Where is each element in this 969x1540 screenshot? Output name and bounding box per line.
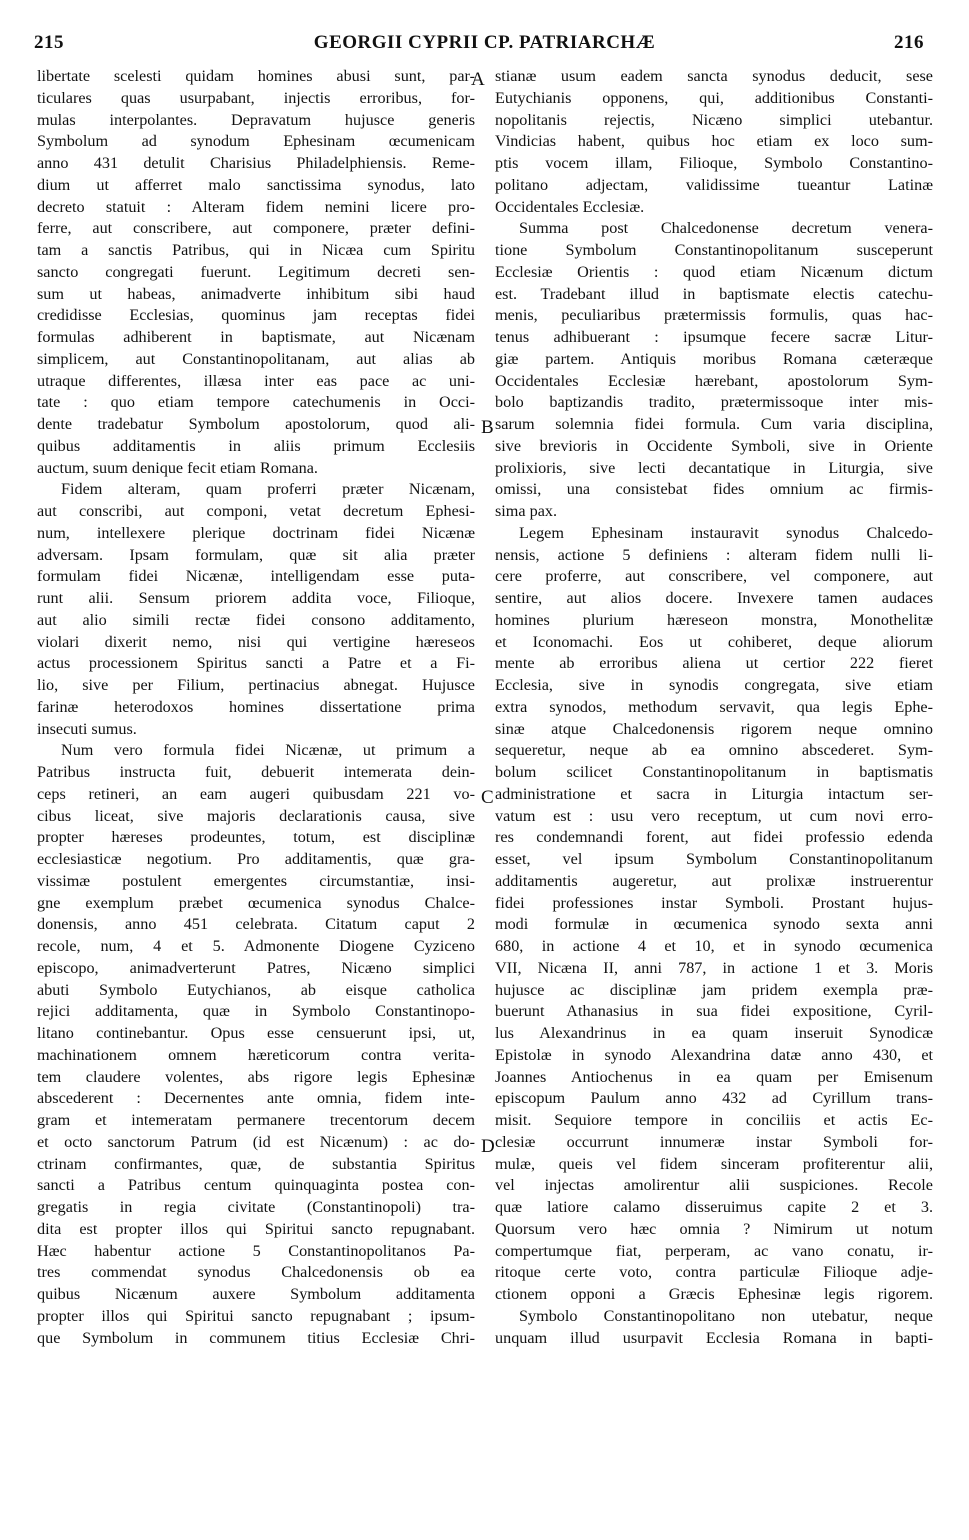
text-line: tam a sanctis Patribus, qui in Nicæa cum Spiritu <box>37 241 475 259</box>
text-line: ecclesiasticæ negotium. Pro additamentis, quæ gra- <box>37 850 475 868</box>
text-line: recole, num, 4 et 5. Admonente Diogene Cyziceno <box>37 937 475 955</box>
text-line: clesiæ occurrunt innumeræ instar Symboli for- <box>495 1132 933 1151</box>
text-line: que Symbolum in communem titius Ecclesiæ Chri- <box>37 1328 475 1347</box>
page-number-left: 215 <box>34 32 64 53</box>
text-line: 680, in actione 4 et 10, et in synodo œcumenica <box>495 937 933 955</box>
text-line: Legem Ephesinam instauravit synodus Chalcedo- <box>519 523 933 542</box>
text-line: adversam. Ipsam formulam, quæ sit alia præter <box>37 545 475 564</box>
text-line: res condemnandi forent, aut fidei professio edenda <box>495 828 933 847</box>
text-line: sum ut habeas, animadverte inhibitum sibi haud <box>37 284 475 303</box>
margin-marker-b: B <box>481 417 494 438</box>
text-line: politano adjectam, validissime tueantur Latinæ <box>495 175 933 194</box>
text-line: credidisse Ecclesias, quominus jam receptas fidei <box>37 306 475 325</box>
text-line: propter illos qui Spiritui sancto repugnabant ; ipsum- <box>37 1306 475 1325</box>
text-line: tres commendat synodus Chalcedonensis ob ea <box>37 1263 475 1282</box>
text-line: sinæ atque Chalcedonensis rigorem neque omnino <box>495 719 933 738</box>
text-line: unquam illud usurpavit Ecclesia Romana in bapti- <box>495 1328 933 1347</box>
text-line: Ecclesiæ Orientis : quod etiam Nicænum dictum <box>495 262 933 281</box>
text-line: mente ab erroribus aliena ut certior 222 fieret <box>495 654 933 673</box>
text-line: gram et intemeratam permanere trecentorum decem <box>37 1111 475 1129</box>
text-line: dita est propter illos qui Spiritui sancto repugnabant. <box>37 1219 475 1238</box>
text-line: sequeretur, neque ab ea omnino abscederet. Sym- <box>495 741 933 760</box>
text-line: donensis, anno 451 celebrata. Citatum caput 2 <box>37 915 475 934</box>
text-line: sancti a Patribus centum quinquaginta postea con- <box>37 1176 475 1195</box>
text-line: tione Symbolum Constantinopolitanum susceperunt <box>495 241 933 259</box>
text-line: Occidentales Ecclesiæ hærebant, apostolorum Sym- <box>495 371 933 390</box>
text-line: mulas interpolantes. Depravatum hujusce generis <box>37 110 475 129</box>
text-line: quibus additamentis in aliis primum Ecclesiis <box>37 436 475 455</box>
text-line: Symbolo Constantinopolitano non utebatur, neque <box>519 1306 933 1325</box>
text-line: menis, peculiaribus prætermissis formulis, quas hac- <box>495 306 933 325</box>
text-line: nensis, actione 5 definiens : alteram fidem nulli li- <box>495 545 933 564</box>
text-line: Hæc habentur actione 5 Constantinopolitanos Pa- <box>37 1241 475 1260</box>
text-line: nopolitanis rejectis, Nicæno simplici utebantur. <box>495 110 933 129</box>
text-line: mulæ, queis vel fidem sinceram profiterentur alii, <box>495 1154 933 1173</box>
text-line: prolixioris, sive lecti decantatique in Liturgia, sive <box>495 458 933 477</box>
text-line: aut alio simili rectæ fidei consono additamento, <box>37 610 475 629</box>
text-line: actus processionem Spiritus sancti a Patre et a Fi- <box>37 654 475 673</box>
text-line: et octo sanctorum Patrum (id est Nicænum) : ac do- <box>37 1132 475 1151</box>
running-title: GEORGII CYPRII CP. PATRIARCHÆ <box>313 32 656 53</box>
text-line: esset, vel ipsum Symbolum Constantinopolitanum <box>495 850 933 868</box>
text-line: formulas adhiberent in baptismate, aut Nicænam <box>37 328 475 346</box>
text-line: ctionem opponi a Græcis Ephesinæ legis rigorem. <box>495 1285 933 1303</box>
text-line: dium ut afferret malo sanctissima synodus, lato <box>37 175 475 194</box>
text-line: machinationem omnem hæreticorum contra verita- <box>37 1045 475 1064</box>
text-line: sive brevioris in Occidente Symboli, sive in Oriente <box>495 436 933 455</box>
text-line: ptis vocem illam, Filioque, Symbolo Constantino- <box>495 154 933 172</box>
text-line: episcopo, animadverterunt Patres, Nicæno simplici <box>37 958 475 977</box>
text-line: auctum, suum denique fecit etiam Romana. <box>37 458 318 477</box>
text-line: quæ latiore calamo disseruimus capite 2 et 3. <box>495 1198 933 1216</box>
left-column <box>37 66 475 1349</box>
text-line: insecuti sumus. <box>37 719 137 738</box>
text-line: hujusce ac disciplinæ jam pridem exempla præ- <box>495 980 933 999</box>
text-line: libertate scelesti quidam homines abusi sunt, par- <box>37 67 475 85</box>
text-line: rejici additamenta, quæ in Symbolo Constantinopo- <box>37 1002 475 1021</box>
text-line: Summa post Chalcedonense decretum venera- <box>519 219 933 238</box>
text-line: modi formulæ in œcumenica synodo sexta anni <box>495 915 933 934</box>
margin-marker-d: D <box>481 1136 495 1157</box>
text-line: utraque differentes, illæsa inter eas pace ac uni- <box>37 371 475 390</box>
text-line: runt alii. Sensum priorem addita voce, Filioque, <box>37 589 475 607</box>
text-line: simplicem, aut Constantinopolitanam, aut alias ab <box>37 349 475 368</box>
text-line: fidei professiones instar Symboli. Prostant hujus- <box>495 893 933 912</box>
text-line: cere proferre, aut conscribere, vel componere, aut <box>495 567 933 586</box>
text-line: omissi, una consistebat fides omnium ac firmis- <box>495 480 933 499</box>
text-line: misit. Sequiore tempore in conciliis et actis Ec- <box>495 1111 933 1129</box>
text-line: violari dixerit nemo, nisi qui vertigine hæreseos <box>37 632 475 651</box>
text-line: gregatis in regia civitate (Constantinopoli) tra- <box>37 1198 475 1216</box>
text-line: propter hæreses prodeuntes, totum, est disciplinæ <box>37 828 475 847</box>
text-line: giæ partem. Antiquis moribus Romana cæteræque <box>495 349 933 368</box>
text-line: vel injectas amolirentur alii suspiciones. Recole <box>495 1176 933 1195</box>
text-line: litano continebantur. Opus esse censuerunt ipsi, ut, <box>37 1024 475 1042</box>
text-line: Occidentales Ecclesiæ. <box>495 197 645 216</box>
text-line: tem claudere volentes, abs rigore legis Ephesinæ <box>37 1067 475 1086</box>
text-line: formulam fidei Nicænæ, intelligendam esse puta- <box>37 567 475 586</box>
text-line: sancto congregati fuerunt. Legitimum decreti sen- <box>37 262 475 281</box>
text-line: Patribus instructa fuit, debuerit intemerata dein- <box>37 763 475 781</box>
text-line: ctrinam confirmantes, quæ, de substantia Spiritus <box>37 1154 475 1173</box>
text-line: est. Tradebant illud in baptismate electis catechu- <box>495 284 933 303</box>
text-line: aut conscribi, aut componi, vetat decretum Ephesi- <box>37 502 475 520</box>
text-line: quibus Nicænum auxere Symbolum additamenta <box>37 1285 475 1303</box>
text-line: tate : quo etiam tempore catechumenis in Occi- <box>37 393 475 412</box>
text-line: sarum solemnia fidei formula. Cum varia disciplina, <box>495 415 933 433</box>
margin-marker-c: C <box>481 787 494 808</box>
text-line: dente tradebatur Symbolum apostolorum, quod ali- <box>37 415 475 433</box>
text-line: Epistolæ in synodo Alexandrina datæ anno 430, et <box>495 1045 933 1064</box>
text-line: ferre, aut conscribere, aut componere, præter defini- <box>37 219 475 238</box>
text-line: Ecclesia, sive in synodis congregata, sive etiam <box>495 676 933 694</box>
text-line: num, intellexere plerique doctrinam fidei Nicænæ <box>37 523 475 542</box>
text-line: VII, Nicæna II, anni 787, in actione 1 et 3. Moris <box>495 958 933 977</box>
text-line: sentire, aut alios docere. Invexere tamen audaces <box>495 589 933 607</box>
text-line: lio, sive per Filium, pertinacius abnegat. Hujusce <box>37 676 475 694</box>
text-line: ceps retineri, an eam augeri quibusdam 221 vo- <box>37 784 475 803</box>
text-line: lus Alexandrinus in ea quam inseruit Synodicæ <box>495 1024 933 1042</box>
text-line: anno 431 detulit Charisius Philadelphiensis. Reme- <box>37 154 475 172</box>
text-line: tenus adhibuerant : ipsumque fecere sacræ Litur- <box>495 328 933 346</box>
text-line: Eutychianis opponens, qui, additionibus Constanti- <box>495 88 933 107</box>
text-line: administratione et sacra in Liturgia intactum ser- <box>495 784 933 803</box>
text-line: abscederent : Decernentes ante omnia, fidem inte- <box>37 1089 475 1108</box>
text-line: abuti Symbolo Eutychianos, ab eisque catholica <box>37 980 475 999</box>
text-line: Num vero formula fidei Nicænæ, ut primum a <box>61 741 475 760</box>
text-line: decreto statuit : Alteram fidem nemini licere pro- <box>37 197 475 216</box>
text-line: additamentis augeretur, aut prolixæ instruerentur <box>495 871 933 890</box>
text-line: Vindicias habent, quibus hoc etiam ex loco sum- <box>495 132 933 151</box>
text-line: compertumque fiat, perperam, ac vano conatu, ir- <box>495 1241 933 1260</box>
text-line: episcopum Paulum anno 432 ad Cyrillum trans- <box>495 1089 933 1108</box>
text-line: Joannes Antiochenus in ea quam per Emisenum <box>495 1067 933 1086</box>
text-line: extra synodos, methodum servavit, qua legis Ephe- <box>495 697 933 716</box>
text-line: bolum scilicet Constantinopolitanum in baptismatis <box>495 763 933 781</box>
text-line: cibus liceat, sive majoris declarationis causa, sive <box>37 806 475 825</box>
text-line: Fidem alteram, quam proferri præter Nicænam, <box>61 480 475 499</box>
text-line: Quorsum vero hæc omnia ? Nimirum ut notum <box>495 1219 933 1238</box>
text-line: vatum est : usu vero receptum, ut cum novi erro- <box>495 806 933 825</box>
text-line: homines plurium hæreseon monstra, Monothelitæ <box>495 610 933 629</box>
text-line: buerunt Athanasius in sua fidei expositione, Cyril- <box>495 1002 933 1021</box>
text-line: Symbolum ad synodum Ephesinam œcumenicam <box>37 132 475 151</box>
text-line: sima pax. <box>495 502 558 520</box>
text-line: stianæ usum eadem sancta synodus deducit, sese <box>495 67 933 85</box>
text-line: et Iconomachi. Eos ut cohiberet, deque aliorum <box>495 632 933 651</box>
text-line: bolo baptizandis tradito, prætermissoque inter mis- <box>495 393 933 412</box>
page-number-right: 216 <box>894 32 924 53</box>
text-line: vissimæ postulent emergentes circumstantiæ, insi- <box>37 871 475 890</box>
margin-marker-a: A <box>471 69 485 90</box>
text-line: ticulares quas usurpabant, injectis erroribus, for- <box>37 88 475 107</box>
text-line: gne exemplum præbet œcumenica synodus Chalce- <box>37 893 475 912</box>
right-column <box>495 66 933 1349</box>
text-line: farinæ heterodoxos homines dissertatione prima <box>37 697 475 716</box>
text-line: ritoque certe voto, contra particulæ Filioque adje- <box>495 1263 933 1282</box>
